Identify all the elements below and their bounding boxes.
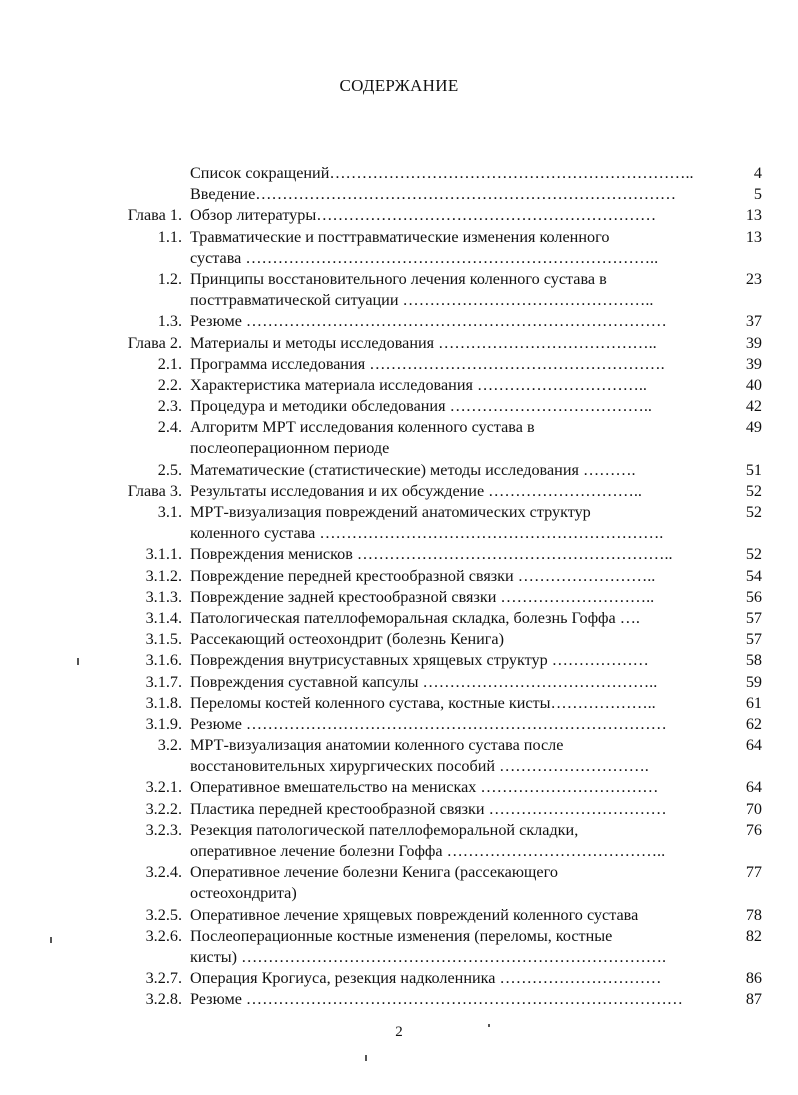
toc-entry-number: 2.3. [157, 397, 182, 416]
toc-entry-page: 49 [745, 418, 762, 437]
toc-row [0, 163, 798, 184]
toc-entry-title: Оперативное лечение болезни Кенига (рассекающего [190, 863, 558, 882]
toc-entry-number: 1.1. [157, 227, 182, 246]
toc-entry-page: 62 [745, 714, 762, 733]
toc-row [0, 184, 798, 205]
toc-entry-title: Введение…………………………………………………………………… [190, 185, 677, 204]
toc-row [0, 290, 798, 311]
toc-entry-number: Глава 1. [127, 206, 182, 225]
toc-entry-number: 1.2. [157, 269, 182, 288]
toc-entry-number: 3.1.5. [145, 630, 182, 649]
toc-entry-page: 42 [745, 397, 762, 416]
toc-row [0, 311, 798, 332]
toc-entry-number: 2.2. [157, 375, 182, 394]
toc-entry-number: 3.1.3. [145, 587, 182, 606]
toc-entry-title: Повреждения внутрисуставных хрящевых структур ……………… [190, 651, 649, 670]
page-number: 2 [395, 1024, 403, 1040]
toc-entry-page: 87 [745, 990, 762, 1009]
toc-entry-page: 52 [745, 503, 762, 521]
toc-entry-number: Глава 3. [127, 481, 182, 500]
toc-entry-page: 54 [745, 566, 762, 585]
toc-entry-page: 57 [745, 630, 762, 649]
toc-entry-title: Патологическая пателлофеморальная складка, болезнь Гоффа …. [190, 608, 640, 627]
toc-entry-page: 4 [753, 164, 762, 182]
toc-entry-number: 3.1.7. [145, 672, 182, 691]
toc-row [0, 481, 798, 502]
toc-entry-page: 56 [745, 587, 762, 606]
toc-entry-page: 13 [745, 227, 762, 246]
toc-entry-title: Травматические и посттравматические изменения коленного [190, 227, 610, 246]
toc-entry-number: 3.1.8. [145, 693, 182, 712]
toc-entry-title: Принципы восстановительного лечения коленного сустава в [190, 269, 607, 288]
toc-entry-title: оперативное лечение болезни Гоффа ………………………………….. [190, 842, 666, 860]
toc-entry-title: Резюме ……………………………………………………………………… [190, 990, 683, 1009]
toc-entry-number: 3.1.9. [145, 714, 182, 733]
toc-entry-page: 76 [745, 820, 762, 839]
toc-entry-page: 61 [745, 693, 762, 712]
toc-entry-page: 13 [745, 206, 762, 225]
toc-entry-page: 23 [745, 269, 762, 288]
toc-entry-title: остеохондрита) [190, 884, 297, 903]
toc-entry-page: 52 [745, 481, 762, 500]
toc-row [0, 820, 798, 841]
scan-speck [488, 1024, 490, 1027]
toc-entry-title: Результаты исследования и их обсуждение ……………………….. [190, 481, 642, 500]
toc-entry-title: Обзор литературы……………………………………………………… [190, 206, 657, 225]
toc-entry-title: Пластика передней крестообразной связки …………………………… [190, 799, 667, 818]
toc-row [0, 968, 798, 989]
toc-entry-number: 3.2.3. [145, 820, 182, 839]
toc-entry-number: 2.1. [157, 354, 182, 373]
toc-row [0, 227, 798, 248]
toc-entry-title: МРТ-визуализация анатомии коленного сустава после [190, 736, 564, 755]
toc-entry-title: посттравматической ситуации ……………………………………….. [190, 291, 654, 310]
toc-row [0, 926, 798, 947]
toc-entry-title: Рассекающий остеохондрит (болезнь Кенига) [190, 630, 505, 649]
toc-entry-title: кисты) ……………………………………………………………………. [190, 947, 667, 966]
toc-entry-title: Программа исследования ………………………………………………. [190, 354, 665, 373]
toc-entry-number: 3.1.2. [145, 566, 182, 585]
toc-entry-page: 78 [745, 905, 762, 924]
toc-entry-number: 3.2.6. [145, 926, 182, 945]
toc-entry-title: Переломы костей коленного сустава, костные кисты……………….. [190, 693, 656, 712]
toc-row [0, 205, 798, 226]
toc-row [0, 777, 798, 798]
toc-entry-title: Оперативное лечение хрящевых повреждений коленного сустава [190, 905, 639, 924]
page-title: СОДЕРЖАНИЕ [339, 76, 459, 95]
toc-entry-title: восстановительных хирургических пособий ………………………. [190, 757, 649, 776]
toc-entry-number: 3.2.2. [145, 799, 182, 818]
toc-entry-title: Повреждение передней крестообразной связки …………………….. [190, 566, 656, 585]
toc-entry-number: 3.1.6. [145, 651, 182, 670]
toc-entry-page: 64 [745, 778, 762, 797]
toc-row [0, 799, 798, 820]
toc-row [0, 756, 798, 777]
toc-row [0, 693, 798, 714]
toc-entry-title: Резюме …………………………………………………………………… [190, 312, 667, 331]
toc-entry-title: Резекция патологической пателлофеморальной складки, [190, 820, 579, 839]
toc-entry-number: 3.2.1. [145, 778, 182, 797]
toc-row [0, 608, 798, 629]
table-of-contents [0, 163, 798, 1011]
toc-entry-page: 5 [753, 185, 762, 204]
toc-entry-title: Алгоритм МРТ исследования коленного сустава в [190, 418, 535, 437]
toc-entry-number: 3.2.7. [145, 969, 182, 988]
toc-row [0, 460, 798, 481]
toc-entry-title: коленного сустава ………………………………………………………. [190, 524, 664, 543]
scan-speck [365, 1055, 367, 1061]
toc-entry-title: Оперативное вмешательство на менисках …………………………… [190, 778, 659, 797]
toc-row [0, 333, 798, 354]
toc-entry-title: Повреждение задней крестообразной связки ……………………….. [190, 587, 655, 606]
toc-entry-page: 82 [745, 926, 762, 945]
toc-entry-page: 70 [745, 799, 762, 818]
toc-entry-title: Список сокращений………………………………………………………….. [190, 164, 694, 182]
toc-entry-title: МРТ-визуализация повреждений анатомических структур [190, 503, 591, 521]
toc-row [0, 587, 798, 608]
toc-entry-title: Послеоперационные костные изменения (переломы, костные [190, 926, 613, 945]
toc-entry-page: 37 [745, 312, 762, 331]
toc-entry-page: 39 [745, 354, 762, 373]
toc-entry-page: 52 [745, 545, 762, 564]
toc-row [0, 672, 798, 693]
toc-entry-title: Характеристика материала исследования ………………………….. [190, 375, 647, 394]
toc-row [0, 269, 798, 290]
toc-entry-page: 40 [745, 375, 762, 394]
toc-entry-number: 3.2.5. [145, 905, 182, 924]
toc-entry-number: 3.1. [157, 503, 182, 521]
toc-row [0, 714, 798, 735]
toc-entry-number: 2.5. [157, 460, 182, 479]
toc-row [0, 375, 798, 396]
toc-row [0, 905, 798, 926]
toc-row [0, 248, 798, 269]
toc-entry-page: 77 [745, 863, 762, 882]
toc-row [0, 396, 798, 417]
toc-row [0, 841, 798, 862]
toc-row [0, 417, 798, 438]
toc-entry-number: 2.4. [157, 418, 182, 437]
toc-entry-number: 3.2.8. [145, 990, 182, 1009]
scan-speck [77, 658, 79, 665]
toc-entry-title: Повреждения менисков ………………………………………………….. [190, 545, 673, 564]
toc-row [0, 502, 798, 523]
toc-entry-page: 64 [745, 736, 762, 755]
toc-entry-page: 57 [745, 608, 762, 627]
toc-row [0, 523, 798, 544]
toc-row [0, 883, 798, 904]
toc-entry-number: 3.1.4. [145, 608, 182, 627]
toc-row [0, 629, 798, 650]
toc-entry-title: послеоперационном периоде [190, 439, 390, 458]
toc-row [0, 947, 798, 968]
toc-row [0, 989, 798, 1010]
toc-entry-title: Процедура и методики обследования ……………………………….. [190, 397, 652, 416]
toc-entry-number: 1.3. [157, 312, 182, 331]
toc-entry-number: 3.1.1. [145, 545, 182, 564]
toc-entry-page: 86 [745, 969, 762, 988]
toc-entry-title: сустава ………………………………………………………………….. [190, 248, 659, 267]
toc-entry-page: 51 [745, 460, 762, 479]
toc-row [0, 354, 798, 375]
toc-entry-title: Математические (статистические) методы исследования ………. [190, 460, 636, 479]
toc-row [0, 566, 798, 587]
toc-row [0, 735, 798, 756]
toc-entry-number: Глава 2. [127, 333, 182, 352]
toc-entry-title: Операция Крогиуса, резекция надколенника ………………………… [190, 969, 662, 988]
toc-entry-page: 39 [745, 333, 762, 352]
toc-row [0, 862, 798, 883]
toc-entry-title: Резюме …………………………………………………………………… [190, 714, 667, 733]
toc-entry-title: Материалы и методы исследования ………………………………….. [190, 333, 657, 352]
toc-entry-number: 3.2. [157, 736, 182, 755]
toc-row [0, 650, 798, 671]
toc-row [0, 544, 798, 565]
toc-row [0, 438, 798, 459]
toc-entry-page: 58 [745, 651, 762, 670]
toc-entry-title: Повреждения суставной капсулы …………………………………….. [190, 672, 658, 691]
toc-entry-page: 59 [745, 672, 762, 691]
toc-entry-number: 3.2.4. [145, 863, 182, 882]
scan-speck [50, 937, 52, 943]
